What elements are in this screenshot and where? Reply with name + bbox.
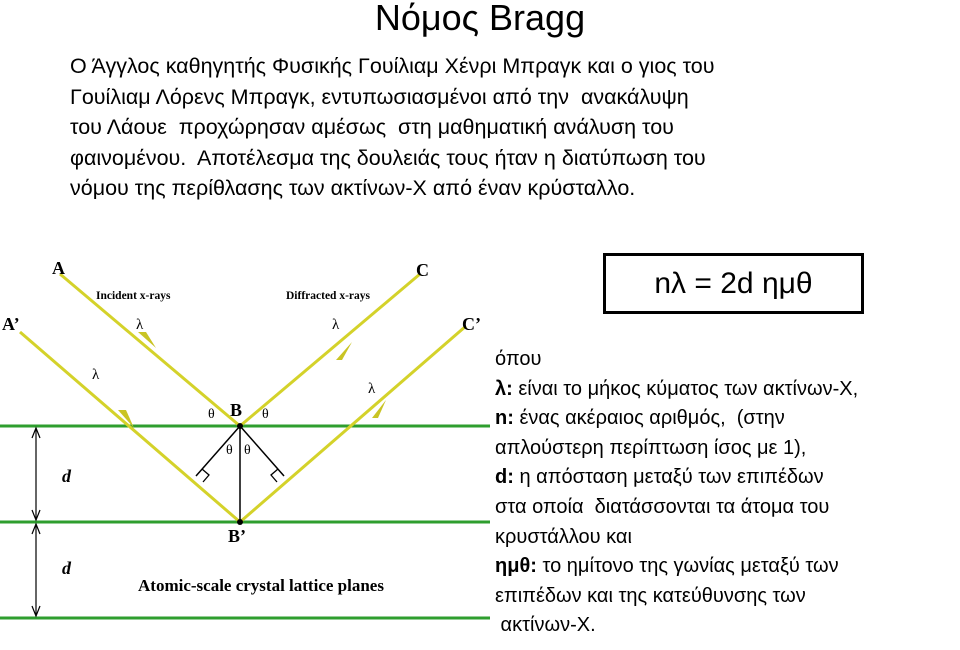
label-B-prime: B’ [228,526,246,546]
definitions-intro: όπου [495,348,542,370]
definition-text: κρυστάλλου και [495,525,632,548]
definition-row [495,375,960,405]
bragg-formula: nλ = 2d ημθ [654,266,813,300]
definition-row [495,463,960,493]
diffracted-ray-C-prime [240,326,466,522]
intro-line: Γουίλιαμ Λόρενς Μπραγκ, εντυπωσιασμένοι από την ανακάλυψη [70,84,689,109]
label-incident: Incident x-rays [96,290,171,302]
definition-term: d: [495,466,514,489]
intro-paragraph [70,51,950,204]
theta-right: θ [262,407,269,422]
definition-text: στα οποία διατάσσονται τα άτομα του [495,495,830,518]
definitions-list [495,345,960,641]
lambda-label-4: λ [368,381,376,397]
definition-text: ακτίνων-Χ. [495,614,596,637]
definition-row [495,434,960,464]
d-label-upper: d [62,466,71,486]
definition-term: n: [495,407,514,430]
lambda-label-3: λ [332,317,340,333]
intro-line: φαινομένου. Αποτέλεσμα της δουλειάς τους ήταν η διατύπωση του [70,145,706,170]
label-C-prime: C’ [462,314,481,334]
intro-line: Ο Άγγλος καθηγητής Φυσικής Γουίλιαμ Χένρι Μπραγκ και ο γιος του [70,54,715,78]
intro-line: του Λάουε προχώρησαν αμέσως στη μαθηματική ανάλυση του [70,115,674,139]
d-label-lower: d [62,558,71,578]
bragg-formula-box [603,253,864,314]
right-angle-right [271,469,278,482]
definition-row [495,611,960,641]
bragg-diagram [0,250,490,650]
label-diffracted: Diffracted x-rays [286,290,370,302]
theta-inner-left: θ [226,443,233,458]
label-A: A [52,258,65,278]
definition-row [495,523,960,553]
definition-text: το ημίτονο της γωνίας μεταξύ των [536,555,839,578]
definition-text: απλούστερη περίπτωση ίσος με 1), [495,436,807,459]
definition-term: ημθ: [495,555,537,578]
label-lattice-planes: Atomic-scale crystal lattice planes [138,576,384,595]
definition-row [495,493,960,523]
lambda-label-2: λ [92,367,100,383]
definition-term: λ: [495,377,513,400]
right-angle-left [202,469,209,482]
definition-row [495,582,960,612]
definition-text: ένας ακέραιος αριθμός, (στην [513,407,785,430]
perpendicular-left [196,426,240,476]
theta-left: θ [208,407,215,422]
label-C: C [416,260,429,280]
definition-text: η απόσταση μεταξύ των επιπέδων [513,466,824,489]
theta-inner-right: θ [244,443,251,458]
definition-text: είναι το μήκος κύματος των ακτίνων-Χ, [512,377,859,400]
definition-row [495,552,960,582]
page-title: Νόμος Bragg [374,0,586,38]
label-B: B [230,400,243,420]
definition-text: επιπέδων και της κατεύθυνσης των [495,584,806,607]
label-A-prime: A’ [2,314,20,334]
atom-B [237,423,243,429]
definition-row [495,404,960,434]
atom-B-prime [237,519,243,525]
lambda-label-1: λ [136,317,144,333]
intro-line: νόμου της περίθλασης των ακτίνων-Χ από έναν κρύσταλλο. [70,176,636,200]
